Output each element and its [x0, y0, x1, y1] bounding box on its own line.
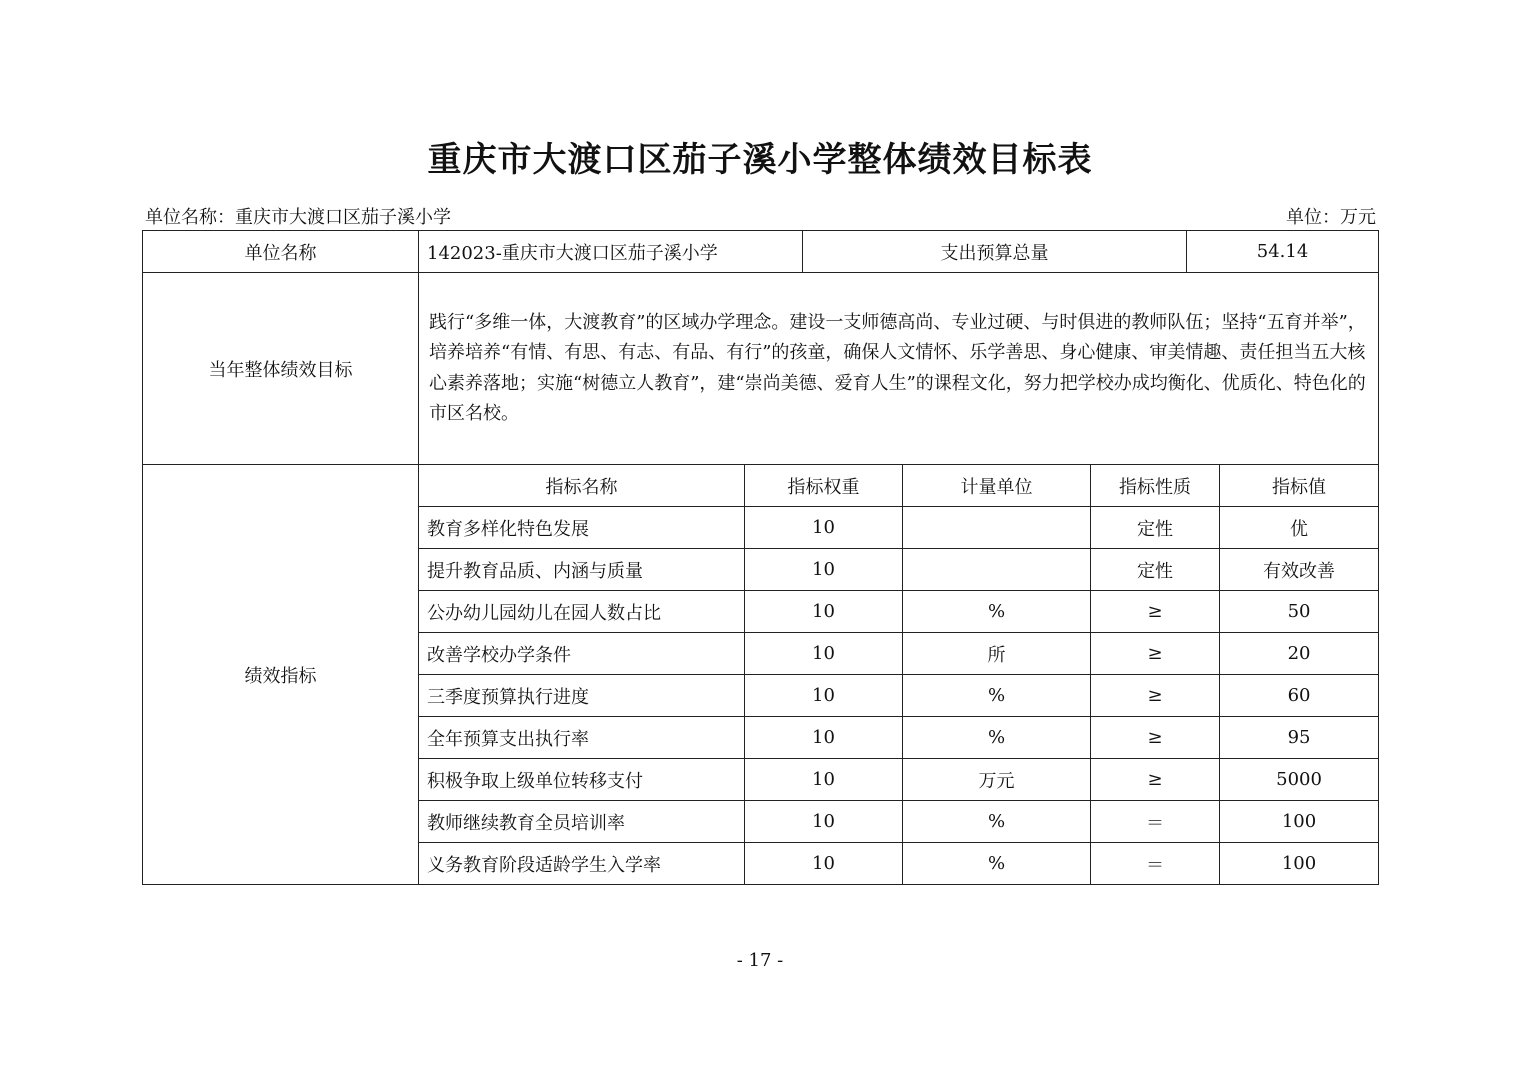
header-unit: 计量单位	[903, 465, 1091, 507]
indicator-value: 100	[1220, 843, 1379, 885]
indicator-weight: 10	[745, 759, 903, 801]
currency-unit-line: 单位：万元	[1286, 207, 1376, 228]
indicator-weight: 10	[745, 843, 903, 885]
unit-name-value: 142023-重庆市大渡口区茄子溪小学	[419, 231, 803, 273]
indicator-value: 有效改善	[1220, 549, 1379, 591]
indicator-value: 50	[1220, 591, 1379, 633]
unit-name-line: 单位名称：重庆市大渡口区茄子溪小学	[145, 207, 451, 228]
indicator-unit: %	[903, 801, 1091, 843]
indicator-name: 积极争取上级单位转移支付	[419, 759, 745, 801]
indicator-header-row	[143, 465, 1379, 507]
indicator-unit: 万元	[903, 759, 1091, 801]
indicator-nature: ＝	[1091, 843, 1220, 885]
performance-goal-table	[142, 230, 1379, 885]
indicator-unit: %	[903, 591, 1091, 633]
indicator-weight: 10	[745, 591, 903, 633]
annual-goal-text: 践行“多维一体，大渡教育”的区域办学理念。建设一支师德高尚、专业过硬、与时俱进的教师队伍；坚持“五育并举”，培养培养“有情、有思、有志、有品、有行”的孩童，确保人文情怀、乐学善思、身心健康、审美情趣、责任担当五大核心素养落地；实施“树德立人教育”，建“崇尚美德、爱育人生”的课程文化，努力把学校办成均衡化、优质化、特色化的市区名校。	[419, 273, 1379, 465]
indicator-value: 20	[1220, 633, 1379, 675]
header-nature: 指标性质	[1091, 465, 1220, 507]
header-weight: 指标权重	[745, 465, 903, 507]
indicator-name: 义务教育阶段适龄学生入学率	[419, 843, 745, 885]
annual-goal-label: 当年整体绩效目标	[143, 273, 419, 465]
indicator-unit: %	[903, 843, 1091, 885]
indicators-label: 绩效指标	[143, 465, 419, 885]
page-number: - 17 -	[736, 950, 784, 971]
goal-row	[143, 273, 1379, 465]
indicator-weight: 10	[745, 549, 903, 591]
indicator-value: 100	[1220, 801, 1379, 843]
indicator-value: 60	[1220, 675, 1379, 717]
budget-total-label: 支出预算总量	[803, 231, 1187, 273]
indicator-nature: ≥	[1091, 675, 1220, 717]
indicator-nature: ≥	[1091, 633, 1220, 675]
indicator-name: 提升教育品质、内涵与质量	[419, 549, 745, 591]
header-indicator-name: 指标名称	[419, 465, 745, 507]
indicator-nature: ≥	[1091, 717, 1220, 759]
indicator-value: 95	[1220, 717, 1379, 759]
document-title: 重庆市大渡口区茄子溪小学整体绩效目标表	[427, 140, 1093, 180]
indicator-value: 优	[1220, 507, 1379, 549]
budget-total-value: 54.14	[1187, 231, 1379, 273]
unit-row	[143, 231, 1379, 273]
indicator-name: 教师继续教育全员培训率	[419, 801, 745, 843]
indicator-name: 全年预算支出执行率	[419, 717, 745, 759]
indicator-unit: 所	[903, 633, 1091, 675]
indicator-weight: 10	[745, 717, 903, 759]
indicator-weight: 10	[745, 675, 903, 717]
unit-name-label: 单位名称	[143, 231, 419, 273]
indicator-value: 5000	[1220, 759, 1379, 801]
indicator-unit: %	[903, 675, 1091, 717]
indicator-nature: 定性	[1091, 507, 1220, 549]
indicator-weight: 10	[745, 507, 903, 549]
indicator-weight: 10	[745, 801, 903, 843]
indicator-nature: ≥	[1091, 591, 1220, 633]
indicator-unit	[903, 549, 1091, 591]
indicator-weight: 10	[745, 633, 903, 675]
indicator-name: 三季度预算执行进度	[419, 675, 745, 717]
indicator-nature: 定性	[1091, 549, 1220, 591]
header-value: 指标值	[1220, 465, 1379, 507]
indicator-name: 教育多样化特色发展	[419, 507, 745, 549]
indicator-unit: %	[903, 717, 1091, 759]
indicator-name: 改善学校办学条件	[419, 633, 745, 675]
indicator-nature: ≥	[1091, 759, 1220, 801]
indicator-nature: ＝	[1091, 801, 1220, 843]
indicator-name: 公办幼儿园幼儿在园人数占比	[419, 591, 745, 633]
indicator-unit	[903, 507, 1091, 549]
